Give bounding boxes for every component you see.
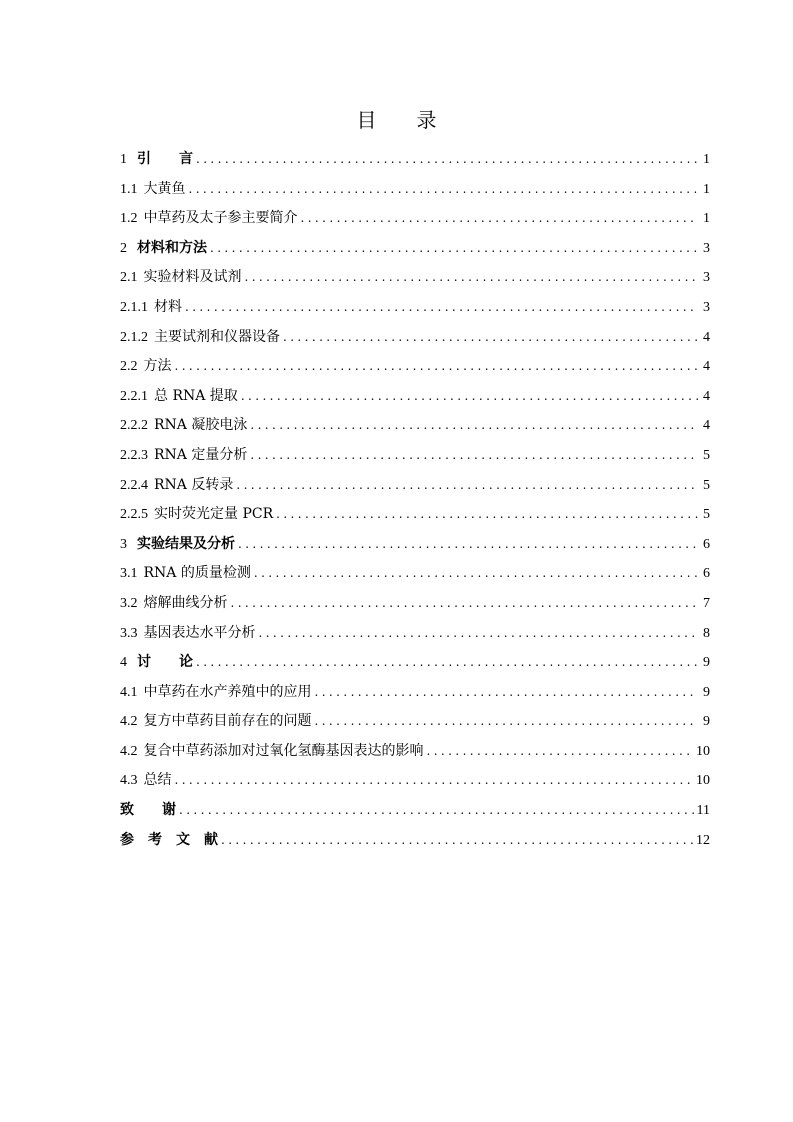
toc-entry-page-number: 4 [703, 418, 710, 434]
dot-leader [427, 737, 695, 767]
toc-entry[interactable] [120, 559, 710, 589]
dot-leader [231, 589, 699, 619]
toc-entry-label: 材料 [154, 298, 182, 315]
toc-entry[interactable] [120, 737, 710, 767]
toc-entry-number: 2.2.3 [120, 447, 148, 463]
toc-entry[interactable] [120, 500, 710, 530]
dot-leader [250, 441, 698, 471]
toc-entry-number: 3.3 [120, 625, 138, 641]
toc-entry-number: 2.2 [120, 359, 138, 375]
toc-entry-page-number: 6 [703, 566, 710, 582]
toc-entry[interactable] [120, 707, 710, 737]
toc-entry-number: 3.2 [120, 595, 138, 611]
toc-entry[interactable] [120, 648, 710, 678]
toc-entry-page-number: 9 [703, 714, 710, 730]
toc-entry-page-number: 7 [703, 595, 710, 611]
toc-entry-number: 2.1.2 [120, 329, 148, 345]
toc-entry-label: RNA 的质量检测 [143, 565, 251, 582]
toc-entry-page-number: 10 [696, 743, 710, 759]
toc-entry[interactable] [120, 263, 710, 293]
toc-entry-page-number: 11 [696, 803, 710, 819]
toc-entry-number: 2.1 [120, 270, 138, 286]
toc-entry-page-number: 8 [703, 625, 710, 641]
toc-entry-number: 3.1 [120, 566, 138, 582]
toc-entry[interactable] [120, 796, 710, 826]
toc-entry-label: 基因表达水平分析 [143, 624, 256, 641]
dot-leader [196, 648, 698, 678]
toc-entry-label: 实验材料及试剂 [143, 269, 242, 286]
toc-entry-page-number: 10 [696, 773, 710, 789]
dot-leader [245, 263, 699, 293]
toc-entry[interactable] [120, 826, 710, 856]
toc-entry-label: 实时荧光定量 PCR [154, 506, 274, 523]
title-char-2: 录 [416, 108, 437, 132]
toc-entry[interactable] [120, 589, 710, 619]
toc-entry-page-number: 12 [696, 832, 710, 848]
toc-entry-page-number: 4 [703, 359, 710, 375]
toc-entry-page-number: 5 [703, 447, 710, 463]
dot-leader [185, 293, 698, 323]
dot-leader [175, 766, 695, 796]
dot-leader [175, 352, 699, 382]
toc-entry[interactable] [120, 293, 710, 323]
toc-entry-number: 2 [120, 240, 127, 256]
toc-entry-label: 方法 [143, 358, 172, 375]
dot-leader [236, 471, 698, 501]
toc-entry-label: RNA 反转录 [154, 476, 234, 493]
toc-entry-page-number: 3 [703, 270, 710, 286]
toc-entry-page-number: 6 [703, 536, 710, 552]
toc-entry-page-number: 5 [703, 507, 710, 523]
toc-entry-label: 致 谢 [120, 802, 176, 819]
toc-entry[interactable] [120, 175, 710, 205]
dot-leader [315, 678, 699, 708]
toc-entry-label: 主要试剂和仪器设备 [154, 328, 280, 345]
toc-entry[interactable] [120, 471, 710, 501]
toc-entry-label: 复方中草药目前存在的问题 [143, 713, 312, 730]
toc-entry-page-number: 9 [703, 684, 710, 700]
dot-leader [283, 323, 698, 353]
toc-entry-number: 2.2.1 [120, 388, 148, 404]
toc-entry-number: 2.2.2 [120, 418, 148, 434]
toc-entry[interactable] [120, 411, 710, 441]
dot-leader [259, 619, 699, 649]
toc-entry-number: 1 [120, 152, 127, 167]
toc-entry-label: 参 考 文 献 [120, 831, 218, 848]
toc-entry-page-number: 1 [703, 211, 710, 227]
toc-entry-number: 4.2 [120, 714, 138, 730]
toc-entry-page-number: 1 [703, 152, 710, 167]
toc-entry[interactable] [120, 530, 710, 560]
toc-entry[interactable] [120, 678, 710, 708]
toc-entry-page-number: 5 [703, 477, 710, 493]
toc-entry-label: 熔解曲线分析 [143, 594, 228, 611]
toc-entry[interactable] [120, 766, 710, 796]
dot-leader [210, 234, 698, 264]
toc-entry-label: RNA 定量分析 [154, 446, 248, 463]
toc-entry[interactable] [120, 441, 710, 471]
toc-entry-page-number: 1 [703, 181, 710, 197]
dot-leader [189, 175, 699, 205]
toc-entry-label: 总结 [143, 772, 172, 789]
toc-entry-label: 总 RNA 提取 [154, 387, 238, 404]
toc-entry-number: 4 [120, 655, 127, 671]
dot-leader [301, 204, 699, 234]
dot-leader [179, 796, 695, 826]
toc-entry-page-number: 9 [703, 655, 710, 671]
title-char-1: 目 [356, 108, 377, 132]
toc-entry[interactable] [120, 145, 710, 175]
toc-entry-number: 2.2.5 [120, 507, 148, 523]
toc-entry-page-number: 3 [703, 240, 710, 256]
dot-leader [254, 559, 698, 589]
toc-entry-label: 实验结果及分析 [137, 535, 235, 552]
toc-entry-label: 材料和方法 [137, 239, 207, 256]
table-of-contents [120, 145, 710, 855]
toc-entry-number: 2.2.4 [120, 477, 148, 493]
toc-entry-label: 大黄鱼 [143, 180, 186, 197]
toc-entry-number: 4.1 [120, 684, 138, 700]
toc-entry[interactable] [120, 352, 710, 382]
toc-entry-label: 复合中草药添加对过氧化氢酶基因表达的影响 [143, 742, 424, 759]
page-title [0, 104, 793, 133]
dot-leader [241, 382, 698, 412]
toc-entry-number: 1.1 [120, 181, 138, 197]
dot-leader [315, 707, 699, 737]
toc-entry-number: 3 [120, 536, 127, 552]
toc-entry-label: 引 言 [137, 151, 193, 167]
toc-entry-number: 4.2 [120, 743, 138, 759]
toc-entry-page-number: 4 [703, 388, 710, 404]
toc-entry[interactable] [120, 234, 710, 264]
toc-entry-label: 讨 论 [137, 654, 193, 671]
dot-leader [221, 826, 694, 856]
dot-leader [276, 500, 698, 530]
toc-entry[interactable] [120, 382, 710, 412]
toc-entry-number: 4.3 [120, 773, 138, 789]
toc-entry-number: 1.2 [120, 211, 138, 227]
dot-leader [250, 411, 698, 441]
toc-entry[interactable] [120, 323, 710, 353]
dot-leader [196, 145, 698, 175]
toc-entry-page-number: 4 [703, 329, 710, 345]
toc-entry[interactable] [120, 619, 710, 649]
dot-leader [238, 530, 698, 560]
toc-entry-page-number: 3 [703, 299, 710, 315]
toc-entry-label: RNA 凝胶电泳 [154, 417, 248, 434]
toc-entry[interactable] [120, 204, 710, 234]
toc-entry-label: 中草药在水产养殖中的应用 [143, 683, 312, 700]
toc-entry-label: 中草药及太子参主要简介 [143, 210, 298, 227]
toc-entry-number: 2.1.1 [120, 299, 148, 315]
